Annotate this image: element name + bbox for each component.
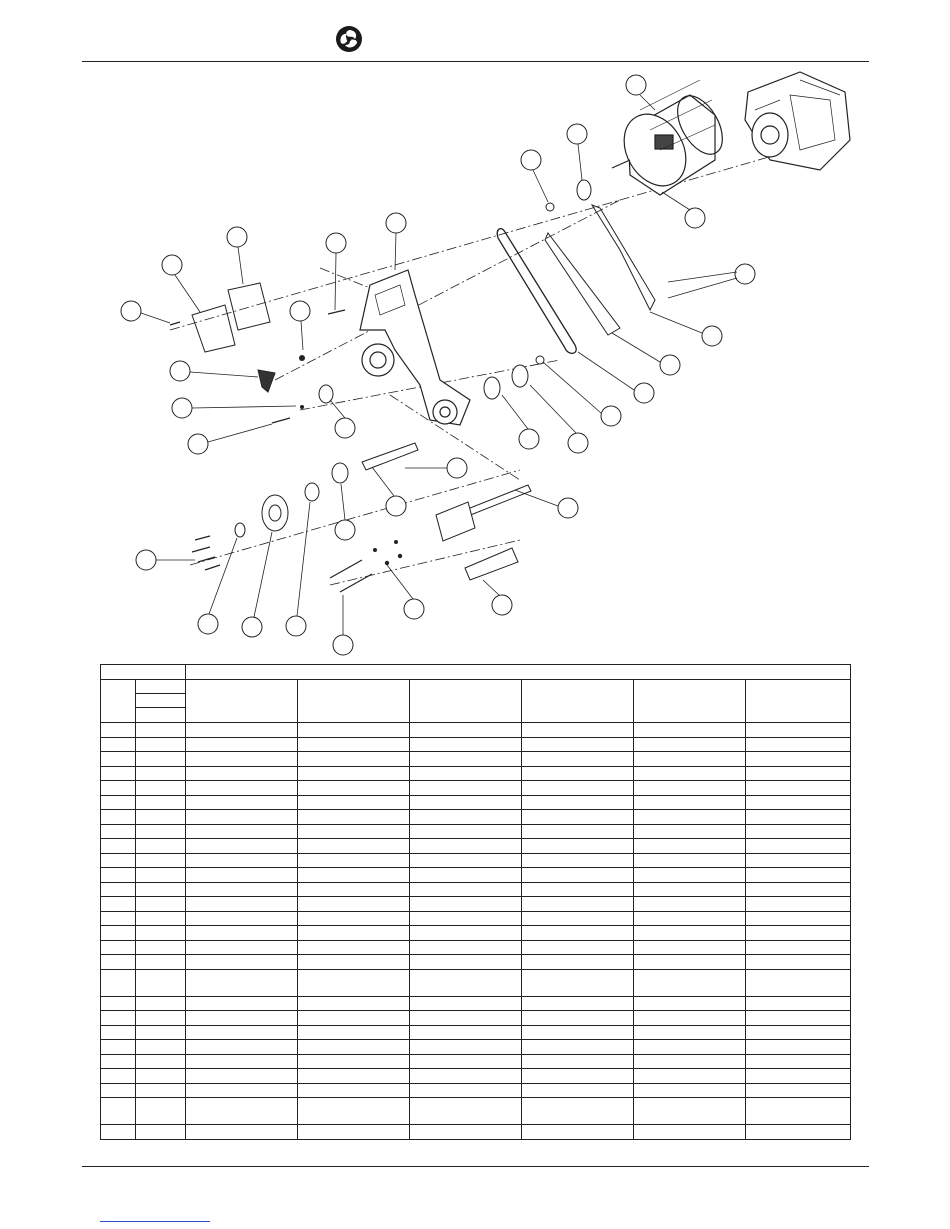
table-row [101, 996, 851, 1011]
table-cell [746, 1098, 851, 1125]
seal-ring [235, 523, 245, 537]
table-cell [746, 955, 851, 970]
table-cell [136, 708, 186, 723]
table-cell [746, 1040, 851, 1055]
table-cell [136, 766, 186, 781]
table-cell [136, 1098, 186, 1125]
table-cell [101, 1125, 136, 1140]
table-row [101, 795, 851, 810]
table-cell [186, 940, 298, 955]
table-cell [186, 824, 298, 839]
table-cell [634, 723, 746, 738]
table-cell [298, 1069, 410, 1084]
table-cell [410, 752, 522, 767]
table-cell [186, 839, 298, 854]
table-cell [634, 969, 746, 996]
table-cell [410, 824, 522, 839]
table-cell [186, 723, 298, 738]
table-cell [746, 824, 851, 839]
table-cell [298, 1054, 410, 1069]
table-cell [136, 926, 186, 941]
table-cell [101, 955, 136, 970]
table-cell [634, 839, 746, 854]
table-cell [186, 766, 298, 781]
table-cell [298, 1098, 410, 1125]
table-cell [101, 1098, 136, 1125]
table-cell [634, 955, 746, 970]
table-cell [634, 737, 746, 752]
table-cell [410, 1069, 522, 1084]
table-cell [298, 723, 410, 738]
table-cell [101, 824, 136, 839]
main-frame [360, 270, 470, 425]
table-cell [410, 996, 522, 1011]
table-row [101, 766, 851, 781]
table-cell [298, 969, 410, 996]
table-row [101, 752, 851, 767]
table-cell [186, 911, 298, 926]
table-cell [410, 882, 522, 897]
table-cell [298, 940, 410, 955]
table-cell [186, 1025, 298, 1040]
table-cell [298, 737, 410, 752]
table-cell [410, 1040, 522, 1055]
table-cell [101, 1069, 136, 1084]
table-cell [634, 1040, 746, 1055]
table-cell [298, 1025, 410, 1040]
table-cell [101, 680, 136, 723]
table-row [101, 853, 851, 868]
table-header-row [101, 665, 851, 680]
table-cell [410, 810, 522, 825]
table-cell [410, 781, 522, 796]
table-cell [136, 882, 186, 897]
table-cell [522, 781, 634, 796]
table-cell [186, 882, 298, 897]
table-cell [634, 781, 746, 796]
table-cell [522, 882, 634, 897]
table-cell [746, 1054, 851, 1069]
table-cell [136, 824, 186, 839]
table-cell [634, 1083, 746, 1098]
clamp-block [436, 502, 475, 541]
table-cell [410, 897, 522, 912]
table-cell [136, 940, 186, 955]
parts-table-body [101, 723, 851, 1140]
table-cell [522, 737, 634, 752]
table-cell [634, 853, 746, 868]
table-row [101, 1040, 851, 1055]
table-cell [298, 810, 410, 825]
grip [465, 548, 518, 580]
table-cell [634, 680, 746, 723]
table-cell [136, 911, 186, 926]
table-cell [186, 853, 298, 868]
table-row [101, 1069, 851, 1084]
table-cell [634, 1098, 746, 1125]
table-row [101, 955, 851, 970]
table-cell [136, 1125, 186, 1140]
table-cell [410, 868, 522, 883]
table-cell [136, 839, 186, 854]
cover-plate-right [228, 283, 270, 330]
table-cell [746, 1125, 851, 1140]
table-cell [186, 1083, 298, 1098]
table-cell [101, 969, 136, 996]
table-cell [522, 1098, 634, 1125]
table-row [101, 824, 851, 839]
table-cell [298, 926, 410, 941]
table-row [101, 1098, 851, 1125]
table-cell [298, 781, 410, 796]
table-cell [101, 810, 136, 825]
drive-belt [497, 229, 576, 354]
table-cell [136, 810, 186, 825]
table-cell [746, 926, 851, 941]
table-cell [746, 1011, 851, 1026]
table-cell [101, 996, 136, 1011]
table-cell [101, 737, 136, 752]
knob [258, 370, 275, 392]
table-cell [298, 853, 410, 868]
table-cell [522, 839, 634, 854]
bearing-lower-b [305, 483, 319, 501]
table-cell [186, 680, 298, 723]
table-cell [101, 868, 136, 883]
table-cell [101, 1083, 136, 1098]
table-cell [634, 897, 746, 912]
table-row [101, 1025, 851, 1040]
table-cell [746, 810, 851, 825]
table-cell [186, 969, 298, 996]
table-cell [298, 824, 410, 839]
table-cell [410, 1083, 522, 1098]
table-cell [101, 1025, 136, 1040]
table-cell [136, 969, 186, 996]
table-cell [136, 1083, 186, 1098]
table-cell [634, 1025, 746, 1040]
table-cell [410, 853, 522, 868]
table-row [101, 911, 851, 926]
parts-list-table [100, 664, 851, 1140]
table-cell [101, 752, 136, 767]
table-cell [634, 1069, 746, 1084]
spindle-shaft [362, 443, 418, 470]
table-row [101, 839, 851, 854]
table-row [101, 897, 851, 912]
table-cell [136, 680, 186, 694]
rod [465, 485, 531, 516]
table-cell [410, 1025, 522, 1040]
table-cell [522, 1083, 634, 1098]
table-cell [522, 1040, 634, 1055]
table-row [101, 737, 851, 752]
table-cell [136, 781, 186, 796]
belt-guard-outer [592, 205, 655, 310]
table-cell [746, 969, 851, 996]
table-cell [634, 752, 746, 767]
table-cell [186, 955, 298, 970]
table-cell [522, 1069, 634, 1084]
table-cell [186, 1098, 298, 1125]
table-cell [101, 1040, 136, 1055]
table-cell [101, 911, 136, 926]
table-cell [136, 853, 186, 868]
table-header-cell [186, 665, 851, 680]
table-cell [410, 723, 522, 738]
table-cell [634, 882, 746, 897]
table-cell [410, 766, 522, 781]
table-header-row [101, 680, 851, 694]
table-cell [298, 996, 410, 1011]
table-cell [298, 1083, 410, 1098]
table-cell [522, 1125, 634, 1140]
table-cell [634, 795, 746, 810]
table-cell [634, 810, 746, 825]
table-cell [186, 752, 298, 767]
table-cell [101, 853, 136, 868]
table-cell [634, 1054, 746, 1069]
table-row [101, 1125, 851, 1140]
table-cell [136, 1040, 186, 1055]
table-cell [522, 897, 634, 912]
table-cell [746, 737, 851, 752]
table-row [101, 1083, 851, 1098]
table-cell [101, 897, 136, 912]
table-cell [298, 680, 410, 723]
table-cell [746, 868, 851, 883]
table-row [101, 810, 851, 825]
table-cell [634, 940, 746, 955]
table-cell [186, 996, 298, 1011]
bearing-lower-a [332, 463, 348, 483]
table-cell [746, 911, 851, 926]
table-cell [186, 1125, 298, 1140]
table-cell [186, 1011, 298, 1026]
table-row [101, 1054, 851, 1069]
table-cell [522, 926, 634, 941]
table-cell [136, 694, 186, 708]
table-cell [746, 752, 851, 767]
table-cell [634, 1125, 746, 1140]
table-row [101, 882, 851, 897]
table-cell [634, 824, 746, 839]
table-cell [136, 737, 186, 752]
table-row [101, 969, 851, 996]
table-cell [410, 955, 522, 970]
table-row [101, 868, 851, 883]
table-cell [410, 1125, 522, 1140]
table-cell [522, 955, 634, 970]
drive-pulley-small [512, 365, 528, 387]
table-cell [136, 795, 186, 810]
table-cell [522, 680, 634, 723]
table-cell [522, 795, 634, 810]
table-cell [634, 996, 746, 1011]
table-row [101, 940, 851, 955]
table-cell [136, 897, 186, 912]
table-cell [101, 839, 136, 854]
table-cell [634, 1011, 746, 1026]
table-cell [746, 1069, 851, 1084]
bearing-right [484, 377, 500, 399]
gearbox-housing [745, 72, 850, 170]
table-cell [746, 940, 851, 955]
table-cell [136, 723, 186, 738]
table-cell [410, 1054, 522, 1069]
table-cell [410, 1098, 522, 1125]
table-cell [634, 766, 746, 781]
table-cell [522, 752, 634, 767]
motor-pulley [577, 180, 591, 200]
table-cell [634, 911, 746, 926]
table-cell [410, 969, 522, 996]
table-cell [101, 926, 136, 941]
table-row [101, 781, 851, 796]
table-cell [298, 955, 410, 970]
table-cell [136, 1069, 186, 1084]
table-cell [522, 868, 634, 883]
table-cell [746, 897, 851, 912]
table-cell [746, 680, 851, 723]
table-cell [186, 781, 298, 796]
table-cell [298, 1125, 410, 1140]
table-cell [746, 723, 851, 738]
table-row [101, 1011, 851, 1026]
table-cell [746, 853, 851, 868]
table-cell [298, 766, 410, 781]
table-cell [136, 1011, 186, 1026]
table-cell [298, 911, 410, 926]
table-cell [186, 810, 298, 825]
table-cell [298, 897, 410, 912]
table-cell [522, 766, 634, 781]
table-cell [746, 766, 851, 781]
table-cell [101, 882, 136, 897]
motor [612, 80, 732, 197]
table-cell [186, 897, 298, 912]
table-cell [746, 882, 851, 897]
wheel-pulley [262, 495, 288, 531]
table-cell [522, 996, 634, 1011]
table-cell [186, 868, 298, 883]
table-cell [298, 1011, 410, 1026]
table-cell [634, 868, 746, 883]
table-cell [298, 752, 410, 767]
retaining-ring-right [536, 356, 544, 364]
table-cell [410, 926, 522, 941]
table-row [101, 723, 851, 738]
table-cell [522, 723, 634, 738]
table-cell [522, 911, 634, 926]
table-cell [410, 1011, 522, 1026]
table-cell [522, 1011, 634, 1026]
table-cell [298, 1040, 410, 1055]
table-cell [410, 680, 522, 723]
table-cell [522, 1025, 634, 1040]
table-cell [136, 1025, 186, 1040]
table-cell [410, 737, 522, 752]
table-cell [136, 955, 186, 970]
table-cell [298, 795, 410, 810]
table-cell [410, 911, 522, 926]
table-cell [746, 1083, 851, 1098]
table-cell [101, 781, 136, 796]
table-cell [746, 795, 851, 810]
cover-plate-left [192, 305, 235, 352]
table-cell [186, 1040, 298, 1055]
table-cell [101, 766, 136, 781]
table-cell [298, 868, 410, 883]
table-cell [298, 882, 410, 897]
table-cell [101, 940, 136, 955]
table-cell [136, 868, 186, 883]
footer-rule [82, 1166, 869, 1167]
retaining-ring-upper [546, 203, 554, 211]
table-cell [522, 824, 634, 839]
table-cell [298, 839, 410, 854]
table-cell [522, 969, 634, 996]
table-cell [186, 795, 298, 810]
table-cell [746, 839, 851, 854]
belt-guard-inner [545, 233, 620, 335]
table-cell [410, 839, 522, 854]
table-cell [136, 1054, 186, 1069]
table-row [101, 926, 851, 941]
table-cell [410, 795, 522, 810]
table-cell [136, 752, 186, 767]
table-cell [634, 926, 746, 941]
table-cell [522, 940, 634, 955]
table-cell [746, 996, 851, 1011]
table-cell [410, 940, 522, 955]
table-cell [136, 996, 186, 1011]
table-cell [101, 795, 136, 810]
table-cell [522, 853, 634, 868]
table-cell [186, 1069, 298, 1084]
table-cell [101, 1011, 136, 1026]
table-cell [522, 810, 634, 825]
bearing-upper [319, 385, 333, 403]
table-cell [186, 737, 298, 752]
table-cell [186, 1054, 298, 1069]
table-cell [522, 1054, 634, 1069]
table-cell [186, 926, 298, 941]
table-cell [746, 781, 851, 796]
table-cell [101, 723, 136, 738]
table-cell [746, 1025, 851, 1040]
table-header-cell [101, 665, 186, 680]
table-cell [101, 1054, 136, 1069]
footer-link-underline[interactable] [100, 1221, 210, 1222]
